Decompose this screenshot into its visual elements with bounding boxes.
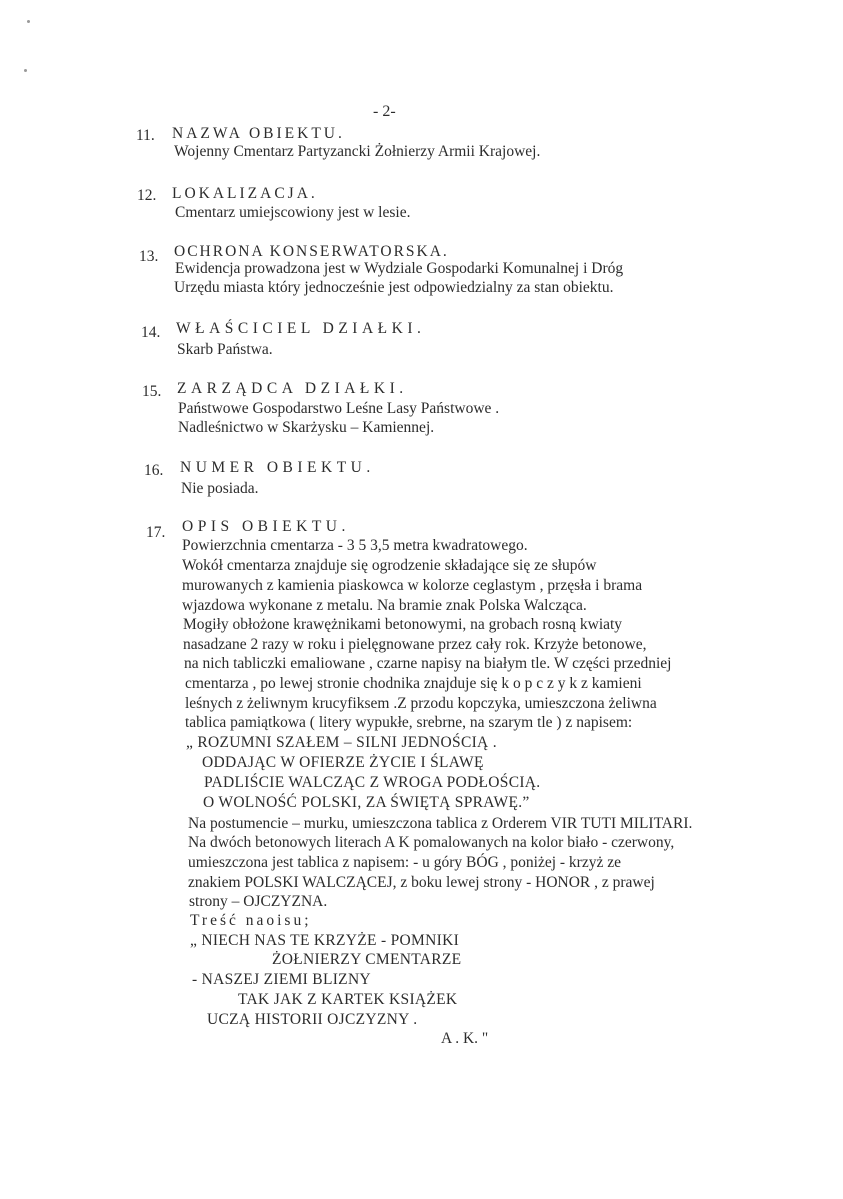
- section-title: ZARZĄDCA DZIAŁKI.: [177, 380, 408, 397]
- section-text: murowanych z kamienia piaskowca w kolorze ceglastym , przęsła i brama: [182, 577, 643, 594]
- section-number: 15.: [142, 383, 162, 400]
- inscription-line: ODDAJĄC W OFIERZE ŻYCIE I ŚLAWĘ: [202, 754, 484, 771]
- section-text: leśnych z żeliwnym krucyfiksem .Z przodu kopczyka, umieszczona żeliwna: [185, 695, 657, 712]
- section-text: umieszczona jest tablica z napisem: - u góry BÓG , poniżej - krzyż ze: [188, 854, 621, 871]
- section-number: 14.: [141, 324, 161, 341]
- section-text: znakiem POLSKI WALCZĄCEJ, z boku lewej strony - HONOR , z prawej: [188, 874, 655, 891]
- section-text: cmentarza , po lewej stronie chodnika znajduje się k o p c z y k z kamieni: [185, 675, 642, 692]
- section-title: WŁAŚCICIEL DZIAŁKI.: [176, 320, 426, 337]
- section-text: Wojenny Cmentarz Partyzancki Żołnierzy Armii Krajowej.: [174, 143, 541, 160]
- section-text: strony – OJCZYZNA.: [189, 893, 328, 910]
- section-text: Cmentarz umiejscowiony jest w lesie.: [175, 204, 411, 221]
- section-text: na nich tabliczki emaliowane , czarne napisy na białym tle. W części przedniej: [184, 655, 672, 672]
- section-title: OPIS OBIEKTU.: [182, 518, 350, 535]
- scan-speck: [24, 69, 27, 72]
- inscription-signature: A . K. ": [441, 1030, 489, 1047]
- section-number: 12.: [137, 187, 157, 204]
- page-number: - 2-: [373, 103, 396, 120]
- section-title: OCHRONA KONSERWATORSKA.: [174, 243, 449, 260]
- section-text: Ewidencja prowadzona jest w Wydziale Gospodarki Komunalnej i Dróg: [175, 260, 624, 277]
- section-number: 11.: [136, 127, 155, 144]
- section-text: Nadleśnictwo w Skarżysku – Kamiennej.: [178, 419, 435, 436]
- scan-speck: [27, 20, 30, 23]
- section-text: Państwowe Gospodarstwo Leśne Lasy Państwowe .: [178, 400, 500, 417]
- section-text: Mogiły obłożone krawężnikami betonowymi, na grobach rosną kwiaty: [183, 616, 623, 633]
- section-text: wjazdowa wykonane z metalu. Na bramie znak Polska Walcząca.: [182, 597, 587, 614]
- section-number: 16.: [144, 462, 164, 479]
- section-text: Wokół cmentarza znajduje się ogrodzenie składające się ze słupów: [182, 557, 597, 574]
- section-text: Na dwóch betonowych literach A K pomalowanych na kolor biało - czerwony,: [188, 834, 675, 851]
- section-text: nasadzane 2 razy w roku i pielęgnowane przez cały rok. Krzyże betonowe,: [183, 636, 647, 653]
- section-text: Skarb Państwa.: [177, 341, 273, 358]
- section-number: 13.: [139, 248, 159, 265]
- inscription-line: PADLIŚCIE WALCZĄC Z WROGA PODŁOŚCIĄ.: [204, 774, 541, 791]
- inscription-line: „ ROZUMNI SZAŁEM – SILNI JEDNOŚCIĄ .: [186, 734, 497, 751]
- section-title: NUMER OBIEKTU.: [180, 459, 375, 476]
- section-text: Na postumencie – murku, umieszczona tablica z Orderem VIR TUTI MILITARI.: [188, 815, 693, 832]
- section-text: Powierzchnia cmentarza - 3 5 3,5 metra kwadratowego.: [182, 537, 528, 554]
- section-text: Nie posiada.: [181, 480, 259, 497]
- inscription-line: „ NIECH NAS TE KRZYŻE - POMNIKI: [190, 932, 460, 949]
- section-number: 17.: [146, 524, 166, 541]
- section-title: LOKALIZACJA.: [172, 185, 318, 202]
- inscription-line: O WOLNOŚĆ POLSKI, ZA ŚWIĘTĄ SPRAWĘ.”: [203, 794, 530, 811]
- inscription-line: ŻOŁNIERZY CMENTARZE: [272, 951, 462, 968]
- section-title: NAZWA OBIEKTU.: [172, 125, 345, 142]
- inscription-line: - NASZEJ ZIEMI BLIZNY: [192, 971, 371, 988]
- section-text: tablica pamiątkowa ( litery wypukłe, srebrne, na szarym tle ) z napisem:: [185, 714, 633, 731]
- section-text: Urzędu miasta który jednocześnie jest odpowiedzialny za stan obiektu.: [174, 279, 614, 296]
- section-text: Treść naoisu;: [190, 912, 312, 929]
- inscription-line: TAK JAK Z KARTEK KSIĄŻEK: [238, 991, 458, 1008]
- inscription-line: UCZĄ HISTORII OJCZYZNY .: [207, 1011, 418, 1028]
